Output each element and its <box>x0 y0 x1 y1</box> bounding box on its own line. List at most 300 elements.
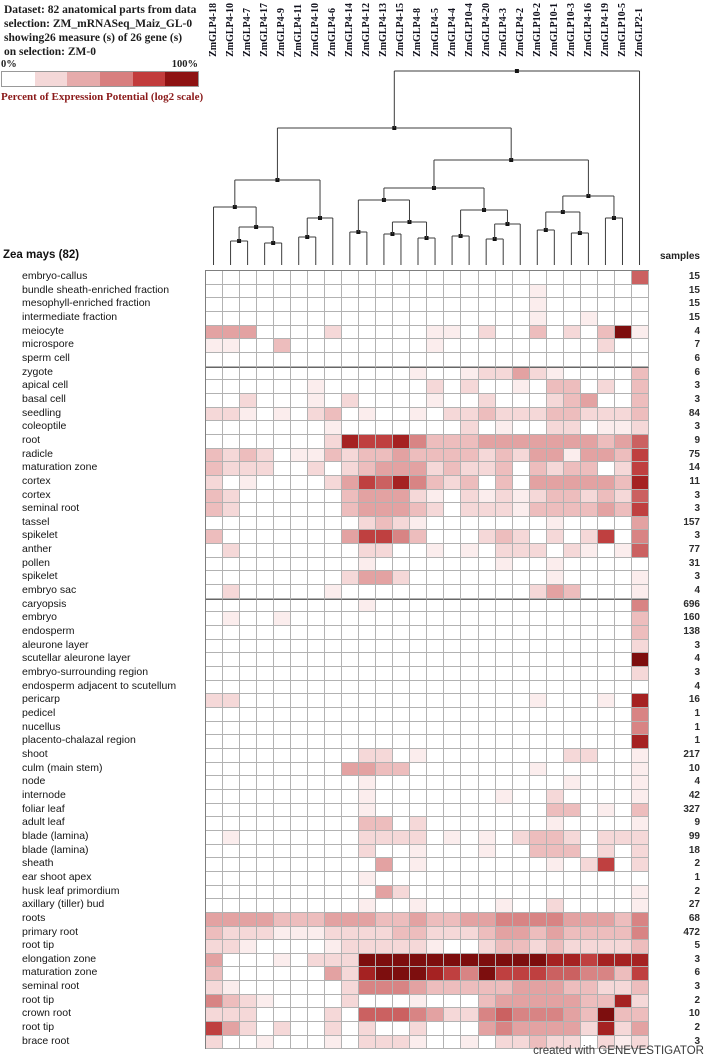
heatmap-cell[interactable] <box>325 940 342 954</box>
heatmap-cell[interactable] <box>547 858 564 872</box>
heatmap-cell[interactable] <box>444 940 461 954</box>
heatmap-cell[interactable] <box>581 817 598 831</box>
heatmap-cell[interactable] <box>581 708 598 722</box>
heatmap-cell[interactable] <box>410 817 427 831</box>
heatmap-cell[interactable] <box>410 872 427 886</box>
heatmap-cell[interactable] <box>444 380 461 394</box>
heatmap-cell[interactable] <box>376 394 393 408</box>
heatmap-cell[interactable] <box>496 817 513 831</box>
heatmap-cell[interactable] <box>479 790 496 804</box>
heatmap-cell[interactable] <box>223 394 240 408</box>
heatmap-cell[interactable] <box>427 435 444 449</box>
heatmap-cell[interactable] <box>274 1036 291 1050</box>
heatmap-cell[interactable] <box>342 708 359 722</box>
heatmap-cell[interactable] <box>325 326 342 340</box>
heatmap-cell[interactable] <box>240 285 257 299</box>
heatmap-cell[interactable] <box>461 435 478 449</box>
heatmap-cell[interactable] <box>206 967 223 981</box>
heatmap-cell[interactable] <box>308 940 325 954</box>
heatmap-cell[interactable] <box>257 449 274 463</box>
heatmap-cell[interactable] <box>615 858 632 872</box>
heatmap-cell[interactable] <box>513 845 530 859</box>
heatmap-cell[interactable] <box>581 476 598 490</box>
heatmap-cell[interactable] <box>444 421 461 435</box>
heatmap-cell[interactable] <box>513 367 530 381</box>
heatmap-cell[interactable] <box>359 954 376 968</box>
heatmap-cell[interactable] <box>410 612 427 626</box>
heatmap-cell[interactable] <box>325 954 342 968</box>
heatmap-cell[interactable] <box>376 681 393 695</box>
heatmap-cell[interactable] <box>308 681 325 695</box>
gene-label[interactable] <box>597 0 614 57</box>
heatmap-cell[interactable] <box>479 858 496 872</box>
heatmap-cell[interactable] <box>274 285 291 299</box>
heatmap-cell[interactable] <box>274 872 291 886</box>
heatmap-cell[interactable] <box>257 298 274 312</box>
row-label[interactable]: caryopsis <box>22 597 67 610</box>
heatmap-cell[interactable] <box>274 858 291 872</box>
heatmap-cell[interactable] <box>393 367 410 381</box>
heatmap-cell[interactable] <box>291 462 308 476</box>
heatmap-cell[interactable] <box>427 981 444 995</box>
heatmap-cell[interactable] <box>257 1022 274 1036</box>
row-label[interactable]: root tip <box>22 1021 55 1034</box>
heatmap-cell[interactable] <box>547 763 564 777</box>
heatmap-cell[interactable] <box>581 845 598 859</box>
heatmap-cell[interactable] <box>393 790 410 804</box>
heatmap-cell[interactable] <box>308 271 325 285</box>
heatmap-cell[interactable] <box>427 763 444 777</box>
heatmap-cell[interactable] <box>444 571 461 585</box>
heatmap-cell[interactable] <box>444 845 461 859</box>
row-label[interactable]: blade (lamina) <box>22 829 89 842</box>
row-label[interactable]: spikelet <box>22 570 58 583</box>
heatmap-cell[interactable] <box>223 858 240 872</box>
heatmap-cell[interactable] <box>325 435 342 449</box>
heatmap-cell[interactable] <box>274 353 291 367</box>
heatmap-cell[interactable] <box>513 626 530 640</box>
heatmap-cell[interactable] <box>240 517 257 531</box>
heatmap-cell[interactable] <box>496 927 513 941</box>
heatmap-cell[interactable] <box>479 503 496 517</box>
heatmap-cell[interactable] <box>240 558 257 572</box>
heatmap-cell[interactable] <box>274 476 291 490</box>
heatmap-cell[interactable] <box>530 640 547 654</box>
heatmap-cell[interactable] <box>444 804 461 818</box>
heatmap-cell[interactable] <box>615 940 632 954</box>
heatmap-cell[interactable] <box>564 995 581 1009</box>
heatmap-cell[interactable] <box>427 653 444 667</box>
heatmap-cell[interactable] <box>274 954 291 968</box>
heatmap-cell[interactable] <box>308 858 325 872</box>
heatmap-cell[interactable] <box>376 899 393 913</box>
heatmap-cell[interactable] <box>274 517 291 531</box>
heatmap-cell[interactable] <box>359 298 376 312</box>
heatmap-cell[interactable] <box>325 599 342 613</box>
heatmap-cell[interactable] <box>564 421 581 435</box>
heatmap-cell[interactable] <box>274 708 291 722</box>
heatmap-cell[interactable] <box>291 1036 308 1050</box>
heatmap-cell[interactable] <box>598 749 615 763</box>
heatmap-cell[interactable] <box>410 858 427 872</box>
heatmap-cell[interactable] <box>479 776 496 790</box>
heatmap-cell[interactable] <box>393 408 410 422</box>
heatmap-cell[interactable] <box>632 544 649 558</box>
heatmap-cell[interactable] <box>547 339 564 353</box>
heatmap-cell[interactable] <box>615 380 632 394</box>
heatmap-cell[interactable] <box>547 298 564 312</box>
heatmap-cell[interactable] <box>496 435 513 449</box>
row-label[interactable]: seminal root <box>22 980 80 993</box>
heatmap-cell[interactable] <box>632 421 649 435</box>
heatmap-cell[interactable] <box>240 1008 257 1022</box>
row-label[interactable]: seminal root <box>22 502 80 515</box>
heatmap-cell[interactable] <box>444 1022 461 1036</box>
heatmap-cell[interactable] <box>325 735 342 749</box>
heatmap-cell[interactable] <box>632 1008 649 1022</box>
heatmap-cell[interactable] <box>564 967 581 981</box>
heatmap-cell[interactable] <box>598 626 615 640</box>
heatmap-cell[interactable] <box>461 612 478 626</box>
heatmap-cell[interactable] <box>223 804 240 818</box>
heatmap-cell[interactable] <box>206 517 223 531</box>
heatmap-cell[interactable] <box>427 694 444 708</box>
heatmap-cell[interactable] <box>325 285 342 299</box>
heatmap-cell[interactable] <box>615 449 632 463</box>
heatmap-cell[interactable] <box>598 776 615 790</box>
heatmap-cell[interactable] <box>206 599 223 613</box>
heatmap-cell[interactable] <box>615 1022 632 1036</box>
row-label[interactable]: crown root <box>22 1007 72 1020</box>
heatmap-cell[interactable] <box>598 804 615 818</box>
heatmap-cell[interactable] <box>581 408 598 422</box>
heatmap-cell[interactable] <box>325 776 342 790</box>
heatmap-cell[interactable] <box>444 694 461 708</box>
heatmap-cell[interactable] <box>547 831 564 845</box>
row-label[interactable]: ear shoot apex <box>22 870 92 883</box>
heatmap-cell[interactable] <box>206 817 223 831</box>
heatmap-cell[interactable] <box>632 763 649 777</box>
heatmap-cell[interactable] <box>581 612 598 626</box>
heatmap-cell[interactable] <box>581 585 598 599</box>
heatmap-cell[interactable] <box>274 804 291 818</box>
heatmap-cell[interactable] <box>496 476 513 490</box>
heatmap-cell[interactable] <box>564 858 581 872</box>
heatmap-cell[interactable] <box>410 571 427 585</box>
heatmap-cell[interactable] <box>427 462 444 476</box>
heatmap-cell[interactable] <box>632 954 649 968</box>
heatmap-cell[interactable] <box>240 790 257 804</box>
heatmap-cell[interactable] <box>223 899 240 913</box>
heatmap-cell[interactable] <box>564 804 581 818</box>
heatmap-cell[interactable] <box>461 667 478 681</box>
heatmap-cell[interactable] <box>206 735 223 749</box>
heatmap-cell[interactable] <box>223 1008 240 1022</box>
heatmap-cell[interactable] <box>530 271 547 285</box>
heatmap-cell[interactable] <box>376 1022 393 1036</box>
heatmap-cell[interactable] <box>257 817 274 831</box>
heatmap-cell[interactable] <box>308 503 325 517</box>
heatmap-cell[interactable] <box>461 954 478 968</box>
heatmap-cell[interactable] <box>427 449 444 463</box>
heatmap-cell[interactable] <box>547 667 564 681</box>
heatmap-cell[interactable] <box>615 722 632 736</box>
heatmap-cell[interactable] <box>274 1008 291 1022</box>
heatmap-cell[interactable] <box>291 312 308 326</box>
heatmap-cell[interactable] <box>376 380 393 394</box>
heatmap-cell[interactable] <box>632 845 649 859</box>
heatmap-cell[interactable] <box>547 886 564 900</box>
heatmap-cell[interactable] <box>615 462 632 476</box>
heatmap-cell[interactable] <box>206 667 223 681</box>
heatmap-cell[interactable] <box>325 394 342 408</box>
heatmap-cell[interactable] <box>564 1008 581 1022</box>
heatmap-cell[interactable] <box>513 940 530 954</box>
heatmap-cell[interactable] <box>291 640 308 654</box>
heatmap-cell[interactable] <box>444 667 461 681</box>
heatmap-cell[interactable] <box>274 845 291 859</box>
heatmap-cell[interactable] <box>479 927 496 941</box>
heatmap-cell[interactable] <box>547 913 564 927</box>
heatmap-cell[interactable] <box>598 1022 615 1036</box>
row-label[interactable]: spikelet <box>22 529 58 542</box>
heatmap-cell[interactable] <box>308 817 325 831</box>
heatmap-cell[interactable] <box>291 449 308 463</box>
heatmap-cell[interactable] <box>376 735 393 749</box>
heatmap-cell[interactable] <box>581 967 598 981</box>
heatmap-cell[interactable] <box>598 708 615 722</box>
heatmap-cell[interactable] <box>410 735 427 749</box>
heatmap-cell[interactable] <box>615 544 632 558</box>
heatmap-cell[interactable] <box>615 503 632 517</box>
heatmap-cell[interactable] <box>308 981 325 995</box>
heatmap-cell[interactable] <box>598 954 615 968</box>
heatmap-cell[interactable] <box>308 694 325 708</box>
heatmap-cell[interactable] <box>530 804 547 818</box>
gene-label[interactable] <box>529 0 546 57</box>
heatmap-cell[interactable] <box>342 831 359 845</box>
heatmap-cell[interactable] <box>223 913 240 927</box>
heatmap-cell[interactable] <box>615 312 632 326</box>
heatmap-cell[interactable] <box>427 544 444 558</box>
heatmap-cell[interactable] <box>564 1022 581 1036</box>
heatmap-cell[interactable] <box>564 435 581 449</box>
heatmap-cell[interactable] <box>257 913 274 927</box>
heatmap-cell[interactable] <box>291 790 308 804</box>
heatmap-cell[interactable] <box>615 530 632 544</box>
heatmap-cell[interactable] <box>427 749 444 763</box>
heatmap-cell[interactable] <box>564 285 581 299</box>
heatmap-cell[interactable] <box>325 462 342 476</box>
heatmap-cell[interactable] <box>223 571 240 585</box>
heatmap-cell[interactable] <box>598 899 615 913</box>
heatmap-cell[interactable] <box>427 886 444 900</box>
heatmap-cell[interactable] <box>257 517 274 531</box>
heatmap-cell[interactable] <box>206 449 223 463</box>
heatmap-cell[interactable] <box>359 981 376 995</box>
heatmap-cell[interactable] <box>530 476 547 490</box>
heatmap-cell[interactable] <box>206 872 223 886</box>
heatmap-cell[interactable] <box>444 435 461 449</box>
heatmap-cell[interactable] <box>257 735 274 749</box>
heatmap-cell[interactable] <box>564 558 581 572</box>
heatmap-cell[interactable] <box>547 954 564 968</box>
heatmap-cell[interactable] <box>547 804 564 818</box>
heatmap-cell[interactable] <box>615 831 632 845</box>
heatmap-cell[interactable] <box>444 367 461 381</box>
heatmap-cell[interactable] <box>342 790 359 804</box>
heatmap-cell[interactable] <box>410 271 427 285</box>
heatmap-cell[interactable] <box>257 367 274 381</box>
heatmap-cell[interactable] <box>342 599 359 613</box>
heatmap-cell[interactable] <box>376 599 393 613</box>
heatmap-cell[interactable] <box>615 599 632 613</box>
heatmap-cell[interactable] <box>444 872 461 886</box>
heatmap-cell[interactable] <box>615 790 632 804</box>
heatmap-cell[interactable] <box>376 285 393 299</box>
heatmap-cell[interactable] <box>479 571 496 585</box>
heatmap-cell[interactable] <box>615 899 632 913</box>
heatmap-cell[interactable] <box>223 640 240 654</box>
heatmap-cell[interactable] <box>325 544 342 558</box>
heatmap-cell[interactable] <box>206 585 223 599</box>
heatmap-cell[interactable] <box>598 927 615 941</box>
heatmap-cell[interactable] <box>359 326 376 340</box>
heatmap-cell[interactable] <box>530 927 547 941</box>
heatmap-cell[interactable] <box>240 886 257 900</box>
heatmap-cell[interactable] <box>342 1008 359 1022</box>
heatmap-cell[interactable] <box>632 1022 649 1036</box>
heatmap-cell[interactable] <box>359 967 376 981</box>
heatmap-cell[interactable] <box>359 858 376 872</box>
heatmap-cell[interactable] <box>461 776 478 790</box>
heatmap-cell[interactable] <box>206 640 223 654</box>
heatmap-cell[interactable] <box>393 681 410 695</box>
heatmap-cell[interactable] <box>223 845 240 859</box>
heatmap-cell[interactable] <box>240 858 257 872</box>
heatmap-cell[interactable] <box>325 612 342 626</box>
heatmap-cell[interactable] <box>393 927 410 941</box>
heatmap-cell[interactable] <box>274 380 291 394</box>
row-label[interactable]: coleoptile <box>22 420 67 433</box>
heatmap-cell[interactable] <box>496 1036 513 1050</box>
heatmap-cell[interactable] <box>393 640 410 654</box>
heatmap-cell[interactable] <box>325 517 342 531</box>
heatmap-cell[interactable] <box>410 667 427 681</box>
heatmap-cell[interactable] <box>359 312 376 326</box>
heatmap-cell[interactable] <box>444 981 461 995</box>
gene-label[interactable] <box>273 0 290 57</box>
heatmap-cell[interactable] <box>308 995 325 1009</box>
heatmap-cell[interactable] <box>410 927 427 941</box>
heatmap-cell[interactable] <box>479 817 496 831</box>
heatmap-cell[interactable] <box>206 285 223 299</box>
heatmap-cell[interactable] <box>359 763 376 777</box>
heatmap-cell[interactable] <box>291 517 308 531</box>
heatmap-cell[interactable] <box>513 804 530 818</box>
heatmap-cell[interactable] <box>530 435 547 449</box>
row-label[interactable]: brace root <box>22 1034 70 1047</box>
heatmap-cell[interactable] <box>240 694 257 708</box>
heatmap-cell[interactable] <box>359 626 376 640</box>
heatmap-cell[interactable] <box>513 380 530 394</box>
row-label[interactable]: intermediate fraction <box>22 310 118 323</box>
heatmap-cell[interactable] <box>240 899 257 913</box>
heatmap-cell[interactable] <box>393 735 410 749</box>
heatmap-cell[interactable] <box>564 626 581 640</box>
heatmap-cell[interactable] <box>496 380 513 394</box>
heatmap-cell[interactable] <box>632 394 649 408</box>
heatmap-cell[interactable] <box>496 708 513 722</box>
heatmap-cell[interactable] <box>206 544 223 558</box>
heatmap-cell[interactable] <box>359 408 376 422</box>
heatmap-cell[interactable] <box>240 940 257 954</box>
heatmap-cell[interactable] <box>496 503 513 517</box>
heatmap-cell[interactable] <box>410 1022 427 1036</box>
heatmap-cell[interactable] <box>393 954 410 968</box>
heatmap-cell[interactable] <box>274 421 291 435</box>
heatmap-cell[interactable] <box>410 421 427 435</box>
heatmap-cell[interactable] <box>444 530 461 544</box>
heatmap-cell[interactable] <box>496 285 513 299</box>
heatmap-cell[interactable] <box>376 940 393 954</box>
heatmap-cell[interactable] <box>461 394 478 408</box>
heatmap-cell[interactable] <box>274 626 291 640</box>
row-label[interactable]: placento-chalazal region <box>22 734 136 747</box>
heatmap-cell[interactable] <box>393 599 410 613</box>
heatmap-cell[interactable] <box>291 667 308 681</box>
heatmap-cell[interactable] <box>598 408 615 422</box>
heatmap-cell[interactable] <box>325 408 342 422</box>
heatmap-cell[interactable] <box>427 722 444 736</box>
heatmap-cell[interactable] <box>308 831 325 845</box>
heatmap-cell[interactable] <box>342 421 359 435</box>
heatmap-cell[interactable] <box>223 449 240 463</box>
heatmap-cell[interactable] <box>632 571 649 585</box>
heatmap-cell[interactable] <box>581 394 598 408</box>
heatmap-cell[interactable] <box>325 681 342 695</box>
heatmap-cell[interactable] <box>257 435 274 449</box>
heatmap-cell[interactable] <box>223 408 240 422</box>
heatmap-cell[interactable] <box>410 462 427 476</box>
heatmap-cell[interactable] <box>359 394 376 408</box>
heatmap-cell[interactable] <box>632 339 649 353</box>
heatmap-cell[interactable] <box>513 831 530 845</box>
heatmap-cell[interactable] <box>513 353 530 367</box>
heatmap-cell[interactable] <box>206 845 223 859</box>
heatmap-cell[interactable] <box>547 476 564 490</box>
heatmap-cell[interactable] <box>274 462 291 476</box>
heatmap-cell[interactable] <box>206 1008 223 1022</box>
heatmap-cell[interactable] <box>240 530 257 544</box>
heatmap-cell[interactable] <box>291 530 308 544</box>
heatmap-cell[interactable] <box>598 790 615 804</box>
heatmap-cell[interactable] <box>359 694 376 708</box>
heatmap-cell[interactable] <box>598 271 615 285</box>
heatmap-cell[interactable] <box>547 558 564 572</box>
heatmap-cell[interactable] <box>206 326 223 340</box>
heatmap-cell[interactable] <box>206 694 223 708</box>
heatmap-cell[interactable] <box>496 967 513 981</box>
heatmap-cell[interactable] <box>461 681 478 695</box>
heatmap-cell[interactable] <box>393 872 410 886</box>
heatmap-cell[interactable] <box>547 722 564 736</box>
gene-label[interactable] <box>358 0 375 57</box>
heatmap-cell[interactable] <box>325 831 342 845</box>
heatmap-cell[interactable] <box>547 326 564 340</box>
heatmap-cell[interactable] <box>410 585 427 599</box>
heatmap-cell[interactable] <box>393 517 410 531</box>
